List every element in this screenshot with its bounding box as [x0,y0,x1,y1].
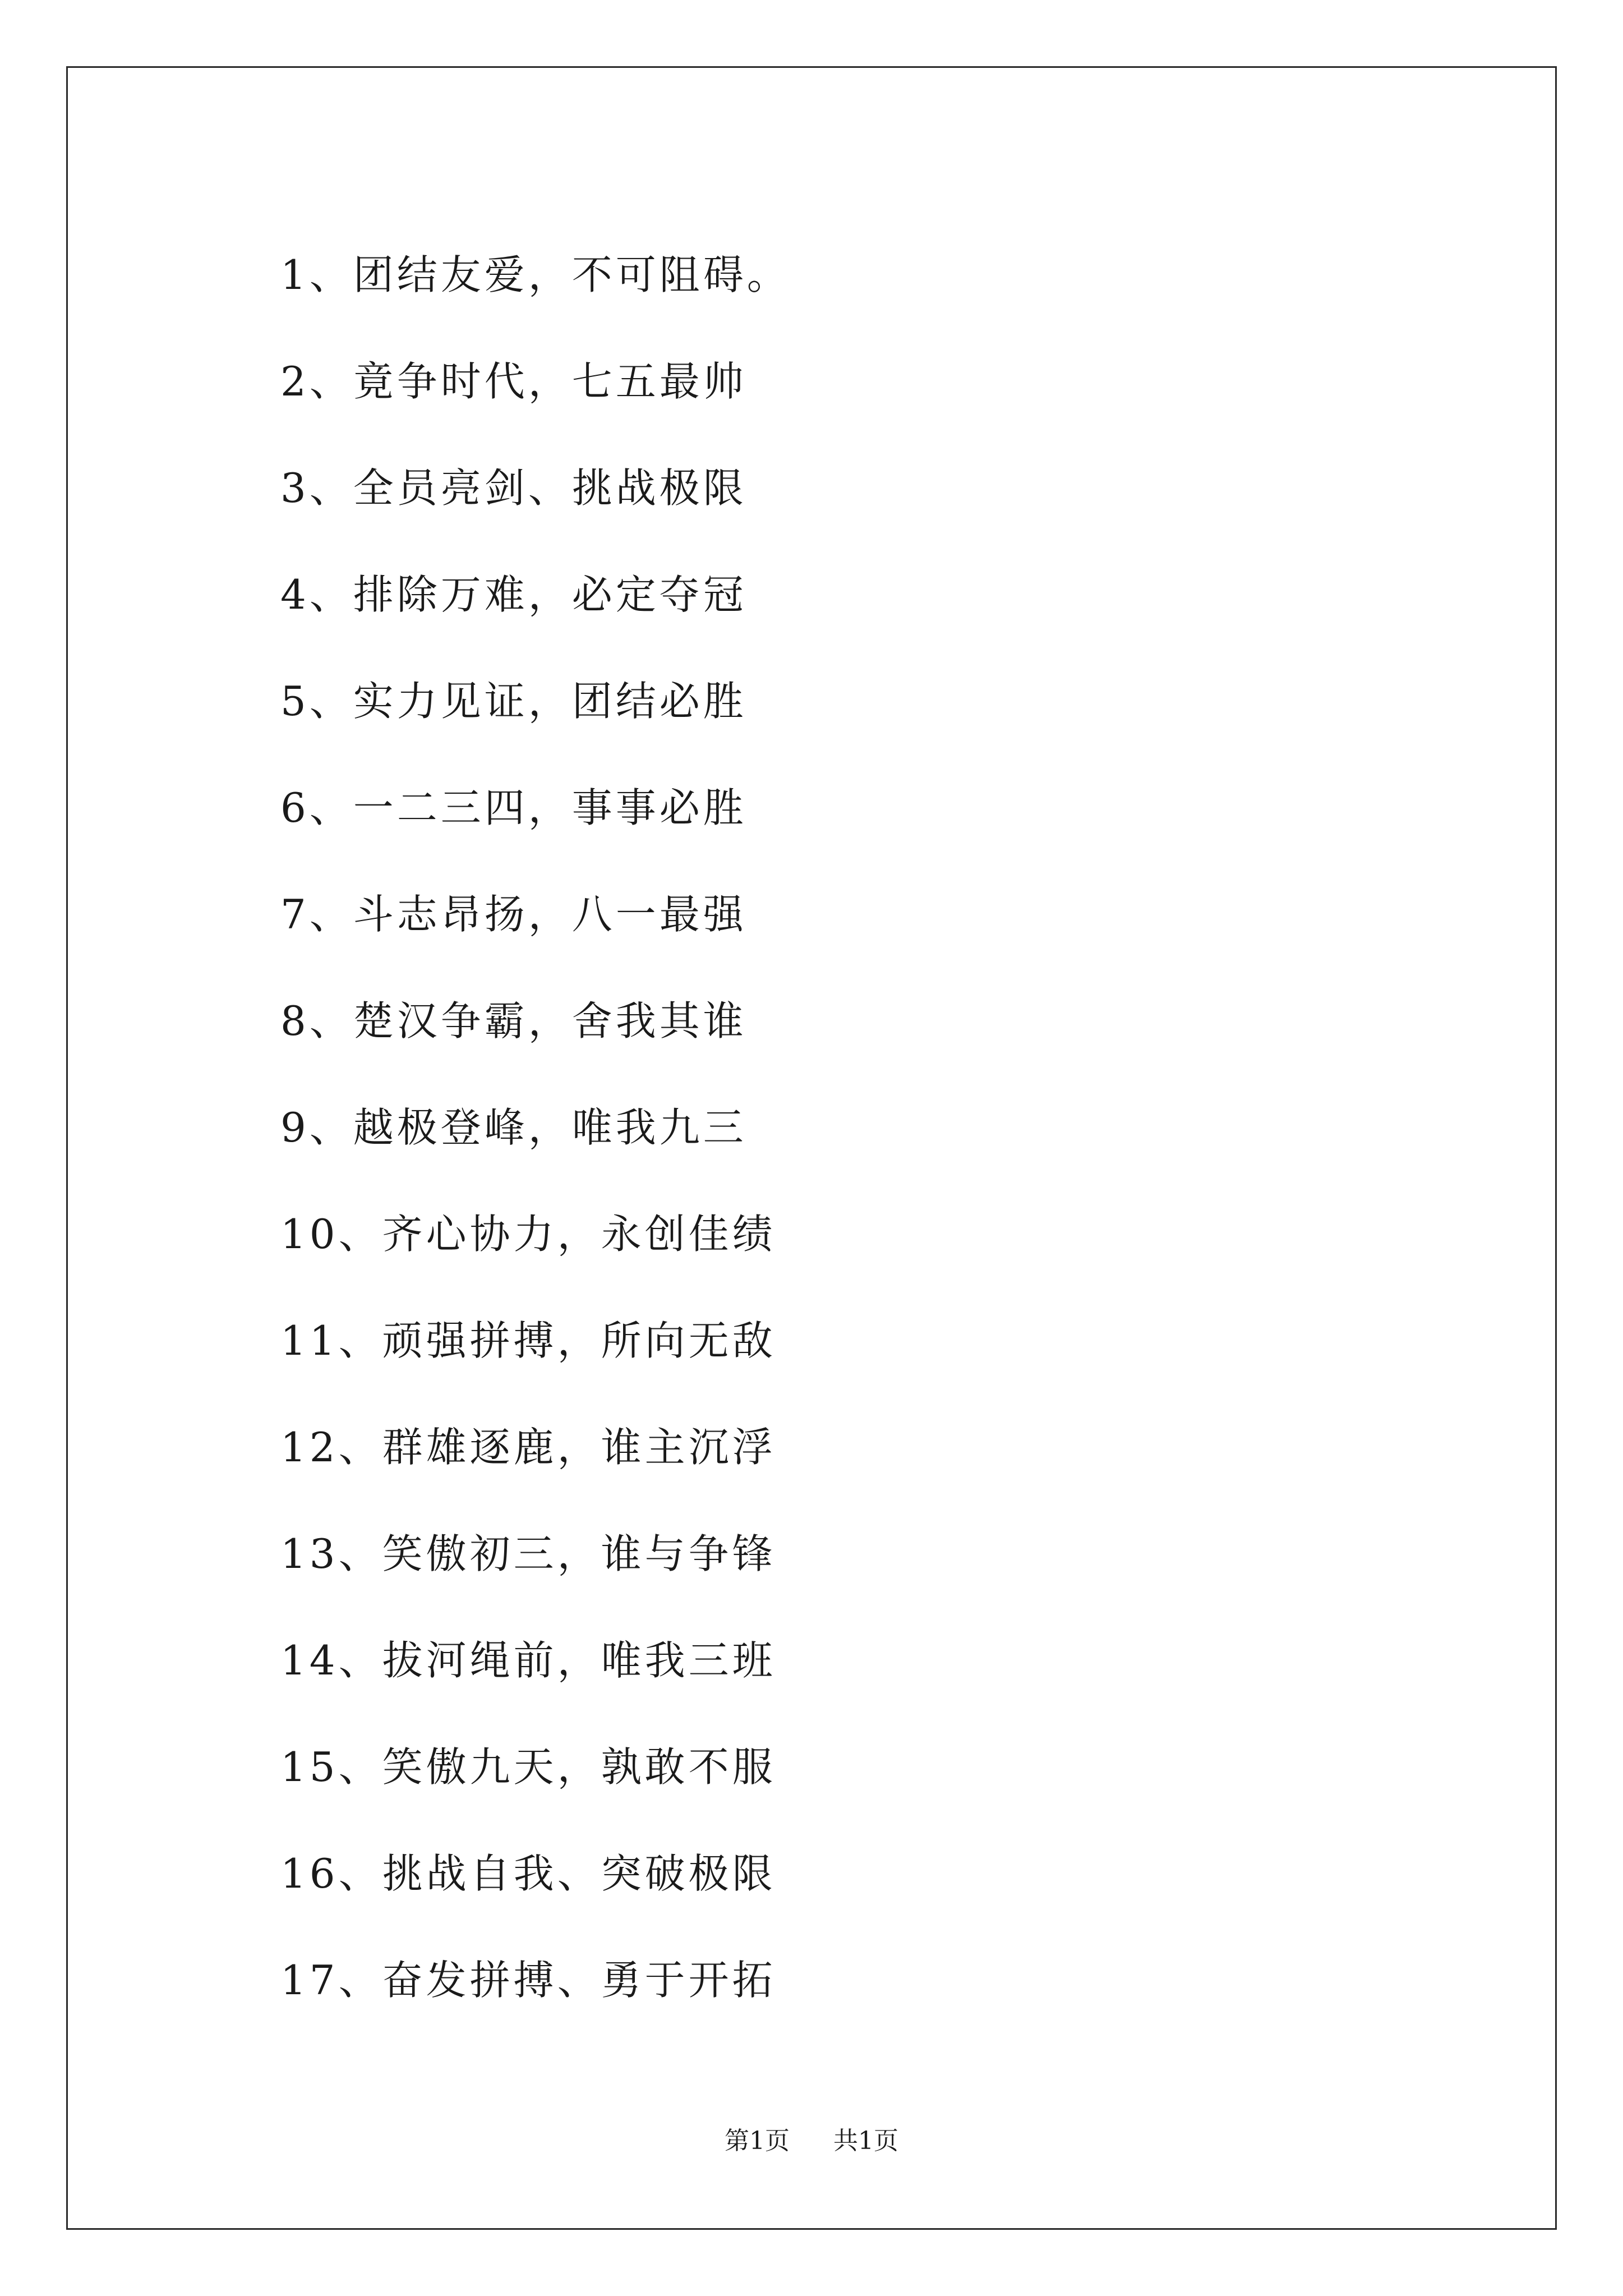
slogan-item: 17、奋发拼搏、勇于开拓 [280,1957,776,2004]
slogan-item: 7、斗志昂扬，八一最强 [280,891,747,938]
slogan-item: 12、群雄逐鹿，谁主沉浮 [280,1424,776,1471]
slogan-item: 14、拔河绳前，唯我三班 [280,1637,776,1684]
page-number-current: 第1页 [725,2127,790,2155]
slogan-list [280,222,791,2033]
slogan-item: 10、齐心协力，永创佳绩 [280,1211,776,1258]
slogan-item: 3、全员亮剑、挑战极限 [280,464,747,512]
slogan-item: 16、挑战自我、突破极限 [280,1850,776,1897]
slogan-item: 5、实力见证，团结必胜 [280,678,747,725]
slogan-item: 15、笑傲九天，孰敢不服 [280,1743,776,1791]
slogan-item: 1、团结友爱，不可阻碍。 [280,251,791,298]
slogan-item: 8、楚汉争霸，舍我其谁 [280,997,747,1045]
slogan-item: 4、排除万难，必定夺冠 [280,571,747,618]
page-footer [0,2120,1623,2156]
slogan-item: 9、越极登峰，唯我九三 [280,1104,747,1151]
slogan-item: 13、笑傲初三，谁与争锋 [280,1530,776,1577]
page-number-total: 共1页 [833,2127,898,2155]
slogan-item: 6、一二三四，事事必胜 [280,784,747,831]
slogan-item: 2、竟争时代，七五最帅 [280,358,747,405]
slogan-item: 11、顽强拼搏，所向无敌 [280,1317,776,1364]
